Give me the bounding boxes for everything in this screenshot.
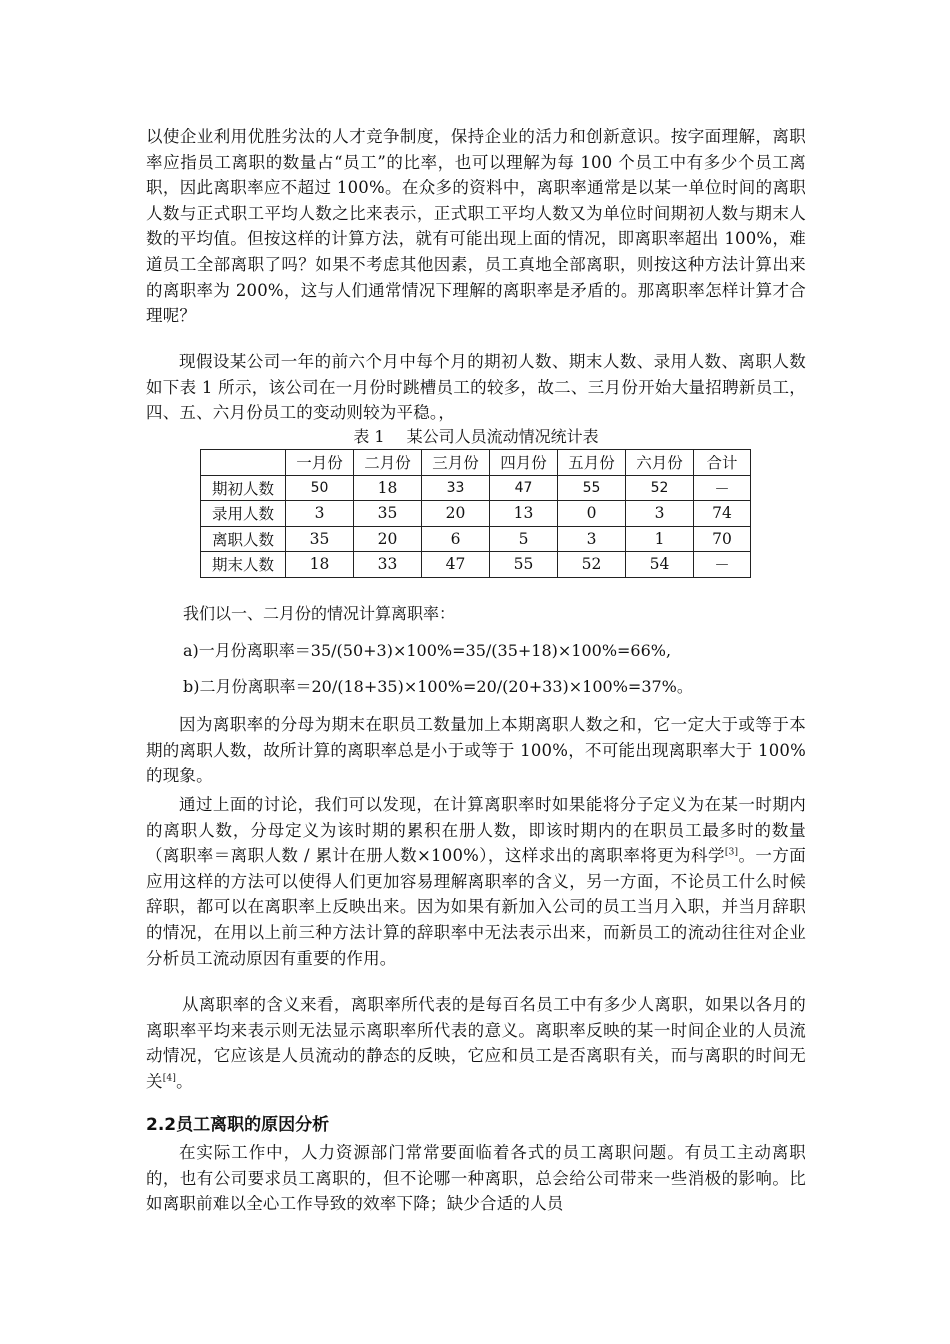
table-cell: 3 (626, 501, 694, 527)
table-header-cell: 四月份 (490, 450, 558, 476)
table-cell: 13 (490, 501, 558, 527)
table-header-cell: 五月份 (558, 450, 626, 476)
paragraph-3: 因为离职率的分母为期末在职员工数量加上本期离职人数之和，它一定大于或等于本期的离职人数，故所计算的离职率总是小于或等于 100%，不可能出现离职率大于 100%的现象。 (146, 715, 806, 786)
table-cell: 33 (422, 475, 490, 501)
table-row-label: 录用人数 (201, 501, 286, 527)
staff-flow-table (200, 449, 751, 578)
table-cell: 52 (558, 552, 626, 578)
paragraph-4 (146, 792, 806, 971)
table-cell: 3 (558, 526, 626, 552)
table-cell: 33 (354, 552, 422, 578)
paragraph-4-text-a: 通过上面的讨论，我们可以发现，在计算离职率时如果能将分子定义为在某一时期内的离职人数，分母定义为该时期的累积在册人数，即该时期内的在职员工最多时的数量（离职率＝离职人数 / 累计在册人数×100%），这样求出的离职率将更为科学 (146, 795, 806, 866)
table-row-label: 离职人数 (201, 526, 286, 552)
table-cell: 35 (286, 526, 354, 552)
table-header-cell: 一月份 (286, 450, 354, 476)
table-header-row (201, 450, 751, 476)
table-cell: 54 (626, 552, 694, 578)
table-cell: 6 (422, 526, 490, 552)
table-header-cell: 合计 (694, 450, 751, 476)
paragraph-5-text-b: 。 (176, 1071, 193, 1091)
calc-january: a)一月份离职率＝35/(50+3)×100%=35/(35+18)×100%=66%, (183, 641, 672, 660)
calc-february: b)二月份离职率＝20/(18+35)×100%=20/(20+33)×100%=37%。 (183, 677, 693, 696)
table-cell: 70 (694, 526, 751, 552)
paragraph-2: 现假设某公司一年的前六个月中每个月的期初人数、期末人数、录用人数、离职人数如下表 1 所示，该公司在一月份时跳槽员工的较多，故二、三月份开始大量招聘新员工，四、五、六月份员工的变动则较为平稳。， (146, 352, 806, 423)
table-cell: 18 (354, 475, 422, 501)
table-cell: 47 (490, 475, 558, 501)
table-row-label: 期初人数 (201, 475, 286, 501)
table-cell: 74 (694, 501, 751, 527)
paragraph-1: 以使企业利用优胜劣汰的人才竞争制度，保持企业的活力和创新意识。按字面理解，离职率应指员工离职的数量占“员工”的比率，也可以理解为每 100 个员工中有多少个员工离职，因此离职率应不超过 100%。在众多的资料中，离职率通常是以某一单位时间的离职人数与正式职工平均人数之比来表示，正式职工平均人数又为单位时间期初人数与期末人数的平均值。但按这样的计算方法，就有可能出现上面的情况，即离职率超出 100%，难道员工全部离职了吗？如果不考虑其他因素，员工真地全部离职，则按这种方法计算出来的离职率为 200%，这与人们通常情况下理解的离职率是矛盾的。那离职率怎样计算才合理呢？ (146, 127, 806, 326)
table-row (201, 475, 751, 501)
table-caption (146, 426, 806, 448)
table-cell: 50 (286, 475, 354, 501)
table-cell: － (694, 475, 751, 501)
section-heading: 2.2员工离职的原因分析 (146, 1115, 330, 1135)
table-cell: 35 (354, 501, 422, 527)
table-cell: 0 (558, 501, 626, 527)
table-cell: 20 (422, 501, 490, 527)
citation-4: [4] (162, 1073, 177, 1084)
table-caption-title: 某公司人员流动情况统计表 (406, 427, 599, 446)
table-header-cell: 六月份 (626, 450, 694, 476)
table-cell: 1 (626, 526, 694, 552)
paragraph-5 (146, 992, 806, 1094)
table-cell: 20 (354, 526, 422, 552)
table-row (201, 552, 751, 578)
table-row (201, 501, 751, 527)
paragraph-4-text-b: 。一方面应用这样的方法可以使得人们更加容易理解离职率的含义，另一方面，不论员工什么时候辞职，都可以在离职率上反映出来。因为如果有新加入公司的员工当月入职，并当月辞职的情况，在用以上前三种方法计算的辞职率中无法表示出来，而新员工的流动往往对企业分析员工流动原因有重要的作用。 (146, 846, 806, 968)
table-header-cell: 三月份 (422, 450, 490, 476)
paragraph-5-text-a: 从离职率的含义来看，离职率所代表的是每百名员工中有多少人离职，如果以各月的离职率平均来表示则无法显示离职率所代表的意义。离职率反映的某一时间企业的人员流动情况，它应该是人员流动的静态的反映，它应和员工是否离职有关，而与离职的时间无关 (146, 995, 806, 1091)
table-cell: 52 (626, 475, 694, 501)
table-row (201, 526, 751, 552)
table-cell: 55 (558, 475, 626, 501)
table-cell: 3 (286, 501, 354, 527)
table-cell: 47 (422, 552, 490, 578)
calc-intro: 我们以一、二月份的情况计算离职率： (183, 604, 456, 623)
table-cell: 55 (490, 552, 558, 578)
table-header-cell (201, 450, 286, 476)
table-row-label: 期末人数 (201, 552, 286, 578)
table-cell: 18 (286, 552, 354, 578)
table-header-cell: 二月份 (354, 450, 422, 476)
table-cell: 5 (490, 526, 558, 552)
table-caption-number: 表 1 (353, 427, 385, 446)
citation-3: [3] (724, 847, 739, 858)
table-cell: － (694, 552, 751, 578)
paragraph-6: 在实际工作中，人力资源部门常常要面临着各式的员工离职问题。有员工主动离职的，也有公司要求员工离职的，但不论哪一种离职，总会给公司带来一些消极的影响。比如离职前难以全心工作导致的效率下降；缺少合适的人员 (146, 1143, 806, 1214)
